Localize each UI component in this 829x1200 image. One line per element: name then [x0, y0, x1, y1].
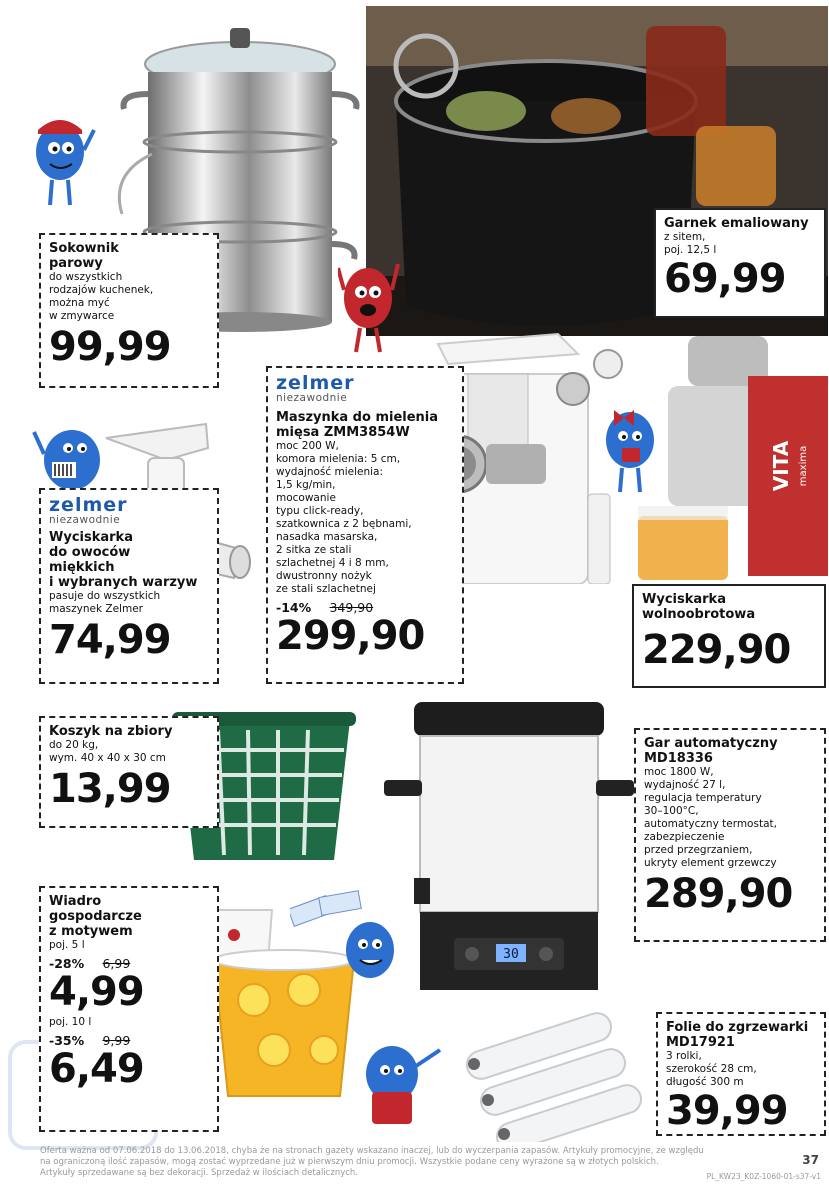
grinder-desc-12: ze stali szlachetnej: [276, 583, 376, 595]
grinder-desc-6: typu click-ready,: [276, 505, 364, 517]
grinder-desc-3: wydajność mielenia:: [276, 466, 384, 478]
grinder-discount: -14%: [276, 600, 312, 615]
grinder-desc-11: dwustronny nożyk: [276, 570, 372, 582]
foil-desc-1: 3 rolki,: [666, 1050, 702, 1062]
foil-price-box: [656, 1012, 826, 1136]
foil-name-2: MD17921: [666, 1035, 735, 1050]
foil-desc-2: szerokość 28 cm,: [666, 1063, 757, 1075]
attachment-juicer-name-3: miękkich: [49, 560, 115, 575]
grinder-desc-8: nasadka masarska,: [276, 531, 378, 543]
canning-pot-name-1: Gar automatyczny: [644, 736, 778, 751]
steamer-price-box: [39, 233, 219, 388]
grinder-name-1: Maszynka do mielenia: [276, 410, 439, 425]
basket-price: 13,99: [49, 766, 171, 812]
canning-pot-name-2: MD18336: [644, 751, 713, 766]
pot-display: 30: [503, 947, 519, 962]
canning-pot-desc-1: moc 1800 W,: [644, 766, 714, 778]
enamel-pot-desc-1: z sitem,: [664, 231, 706, 243]
foil-desc-3: długość 300 m: [666, 1076, 744, 1088]
canning-pot-price-box: [634, 728, 826, 942]
enamel-pot-desc-2: poj. 12,5 l: [664, 244, 717, 256]
basket-price-box: [39, 716, 219, 828]
grinder-desc-5: mocowanie: [276, 492, 336, 504]
mascot-blue-shirt: [352, 1036, 444, 1136]
enamel-pot-price-box: [654, 208, 826, 318]
zelmer-tagline: niezawodnie: [276, 392, 348, 404]
canning-pot-desc-3: regulacja temperatury: [644, 792, 762, 804]
slow-juicer-price-box: [632, 584, 826, 688]
basket-name: Koszyk na zbiory: [49, 724, 173, 739]
canning-pot-desc-7: przed przegrzaniem,: [644, 844, 753, 856]
attachment-juicer-name-4: i wybranych warzyw: [49, 575, 198, 590]
steamer-desc-2: rodzajów kuchenek,: [49, 284, 154, 296]
attachment-juicer-name-2: do owoców: [49, 545, 131, 560]
grinder-desc-7: szatkownica z 2 bębnami,: [276, 518, 412, 530]
slow-juicer-photo: [628, 336, 828, 584]
canning-pot-price: 289,90: [644, 871, 793, 917]
bucket-size-2: poj. 10 l: [49, 1016, 92, 1028]
slow-juicer-price: 229,90: [642, 627, 791, 673]
mascot-blue-tickets: [290, 890, 410, 990]
bucket-discount-1: -28%: [49, 956, 85, 971]
canning-pot-desc-4: 30–100°C,: [644, 805, 699, 817]
bucket-price-1: 4,99: [49, 969, 144, 1015]
steamer-desc-4: w zmywarce: [49, 310, 115, 322]
steamer-desc-1: do wszystkich: [49, 271, 123, 283]
meat-grinder-price-box: [266, 366, 464, 684]
foil-rolls-photo: [454, 1002, 658, 1142]
mascot-blue-cap: [28, 110, 98, 210]
bucket-discount-2: -35%: [49, 1033, 85, 1048]
mascot-red: [338, 250, 400, 356]
grinder-desc-10: szlachetnej 4 i 8 mm,: [276, 557, 389, 569]
canning-pot-desc-2: wydajność 27 l,: [644, 779, 726, 791]
foil-price: 39,99: [666, 1088, 788, 1134]
appliance-sublabel: maxima: [798, 445, 809, 487]
canning-pot-desc-5: automatyczny termostat,: [644, 818, 777, 830]
bucket-size-1: poj. 5 l: [49, 939, 85, 951]
grinder-desc-2: komora mielenia: 5 cm,: [276, 453, 401, 465]
steamer-desc-3: można myć: [49, 297, 110, 309]
grinder-desc-4: 1,5 kg/min,: [276, 479, 336, 491]
grinder-desc-9: 2 sitka ze stali: [276, 544, 352, 556]
legal-footer: [40, 1146, 770, 1179]
grinder-old-price: 349,90: [329, 600, 374, 615]
bucket-name-2: gospodarcze: [49, 909, 142, 924]
attachment-juicer-price-box: [39, 488, 219, 684]
appliance-label: VITA: [769, 440, 793, 492]
attachment-juicer-desc-2: maszynek Zelmer: [49, 603, 143, 615]
grinder-desc-1: moc 200 W,: [276, 440, 339, 452]
canning-pot-desc-8: ukryty element grzewczy: [644, 857, 777, 869]
zelmer-logo-2: zelmer: [49, 494, 128, 516]
bucket-old-price-1: 6,99: [102, 956, 131, 971]
attachment-juicer-desc-1: pasuje do wszystkich: [49, 590, 161, 602]
bucket-old-price-2: 9,99: [102, 1033, 131, 1048]
footer-line-1: Oferta ważna od 07.06.2018 do 13.06.2018, chyba że na stronach gazety wskazano inaczej, lub do wyczerpania zapasów. Artykuły promocyjne, ze względu: [40, 1146, 704, 1156]
bucket-price-box: [39, 886, 219, 1132]
attachment-juicer-price: 74,99: [49, 617, 171, 663]
canning-pot-photo: [384, 702, 634, 992]
steamer-name-1: Sokownik: [49, 241, 119, 256]
basket-desc-2: wym. 40 x 40 x 30 cm: [49, 752, 166, 764]
footer-line-2: na ograniczoną ilość zapasów, mogą zostać wyprzedane już w pierwszym dniu promocji. Wszystkie podane ceny wyrażone są w złotych polskich.: [40, 1157, 659, 1167]
bucket-name-1: Wiadro: [49, 894, 102, 909]
page-number: 37: [802, 1153, 819, 1167]
grinder-name-2: mięsa ZMM3854W: [276, 425, 410, 440]
enamel-pot-name: Garnek emaliowany: [664, 216, 809, 231]
attachment-juicer-name-1: Wyciskarka: [49, 530, 133, 545]
steamer-price: 99,99: [49, 324, 171, 370]
basket-desc-1: do 20 kg,: [49, 739, 99, 751]
canning-pot-desc-6: zabezpieczenie: [644, 831, 725, 843]
slow-juicer-name-1: Wyciskarka: [642, 592, 726, 607]
zelmer-logo: zelmer: [276, 372, 355, 394]
footer-line-3: Artykuły sprzedawane są bez dekoracji. Sprzedaż w ilościach detalicznych.: [40, 1168, 358, 1178]
slow-juicer-name-2: wolnoobrotowa: [642, 607, 756, 622]
bucket-price-2: 6,49: [49, 1046, 144, 1092]
bucket-name-3: z motywem: [49, 924, 133, 939]
grinder-price: 299,90: [276, 613, 425, 659]
steamer-name-2: parowy: [49, 256, 103, 271]
enamel-pot-price: 69,99: [664, 256, 786, 302]
zelmer-tagline-2: niezawodnie: [49, 514, 121, 526]
foil-name-1: Folie do zgrzewarki: [666, 1020, 809, 1035]
catalog-code: PL_KW23_K0Z-1060-01-s37-v1: [706, 1172, 821, 1181]
